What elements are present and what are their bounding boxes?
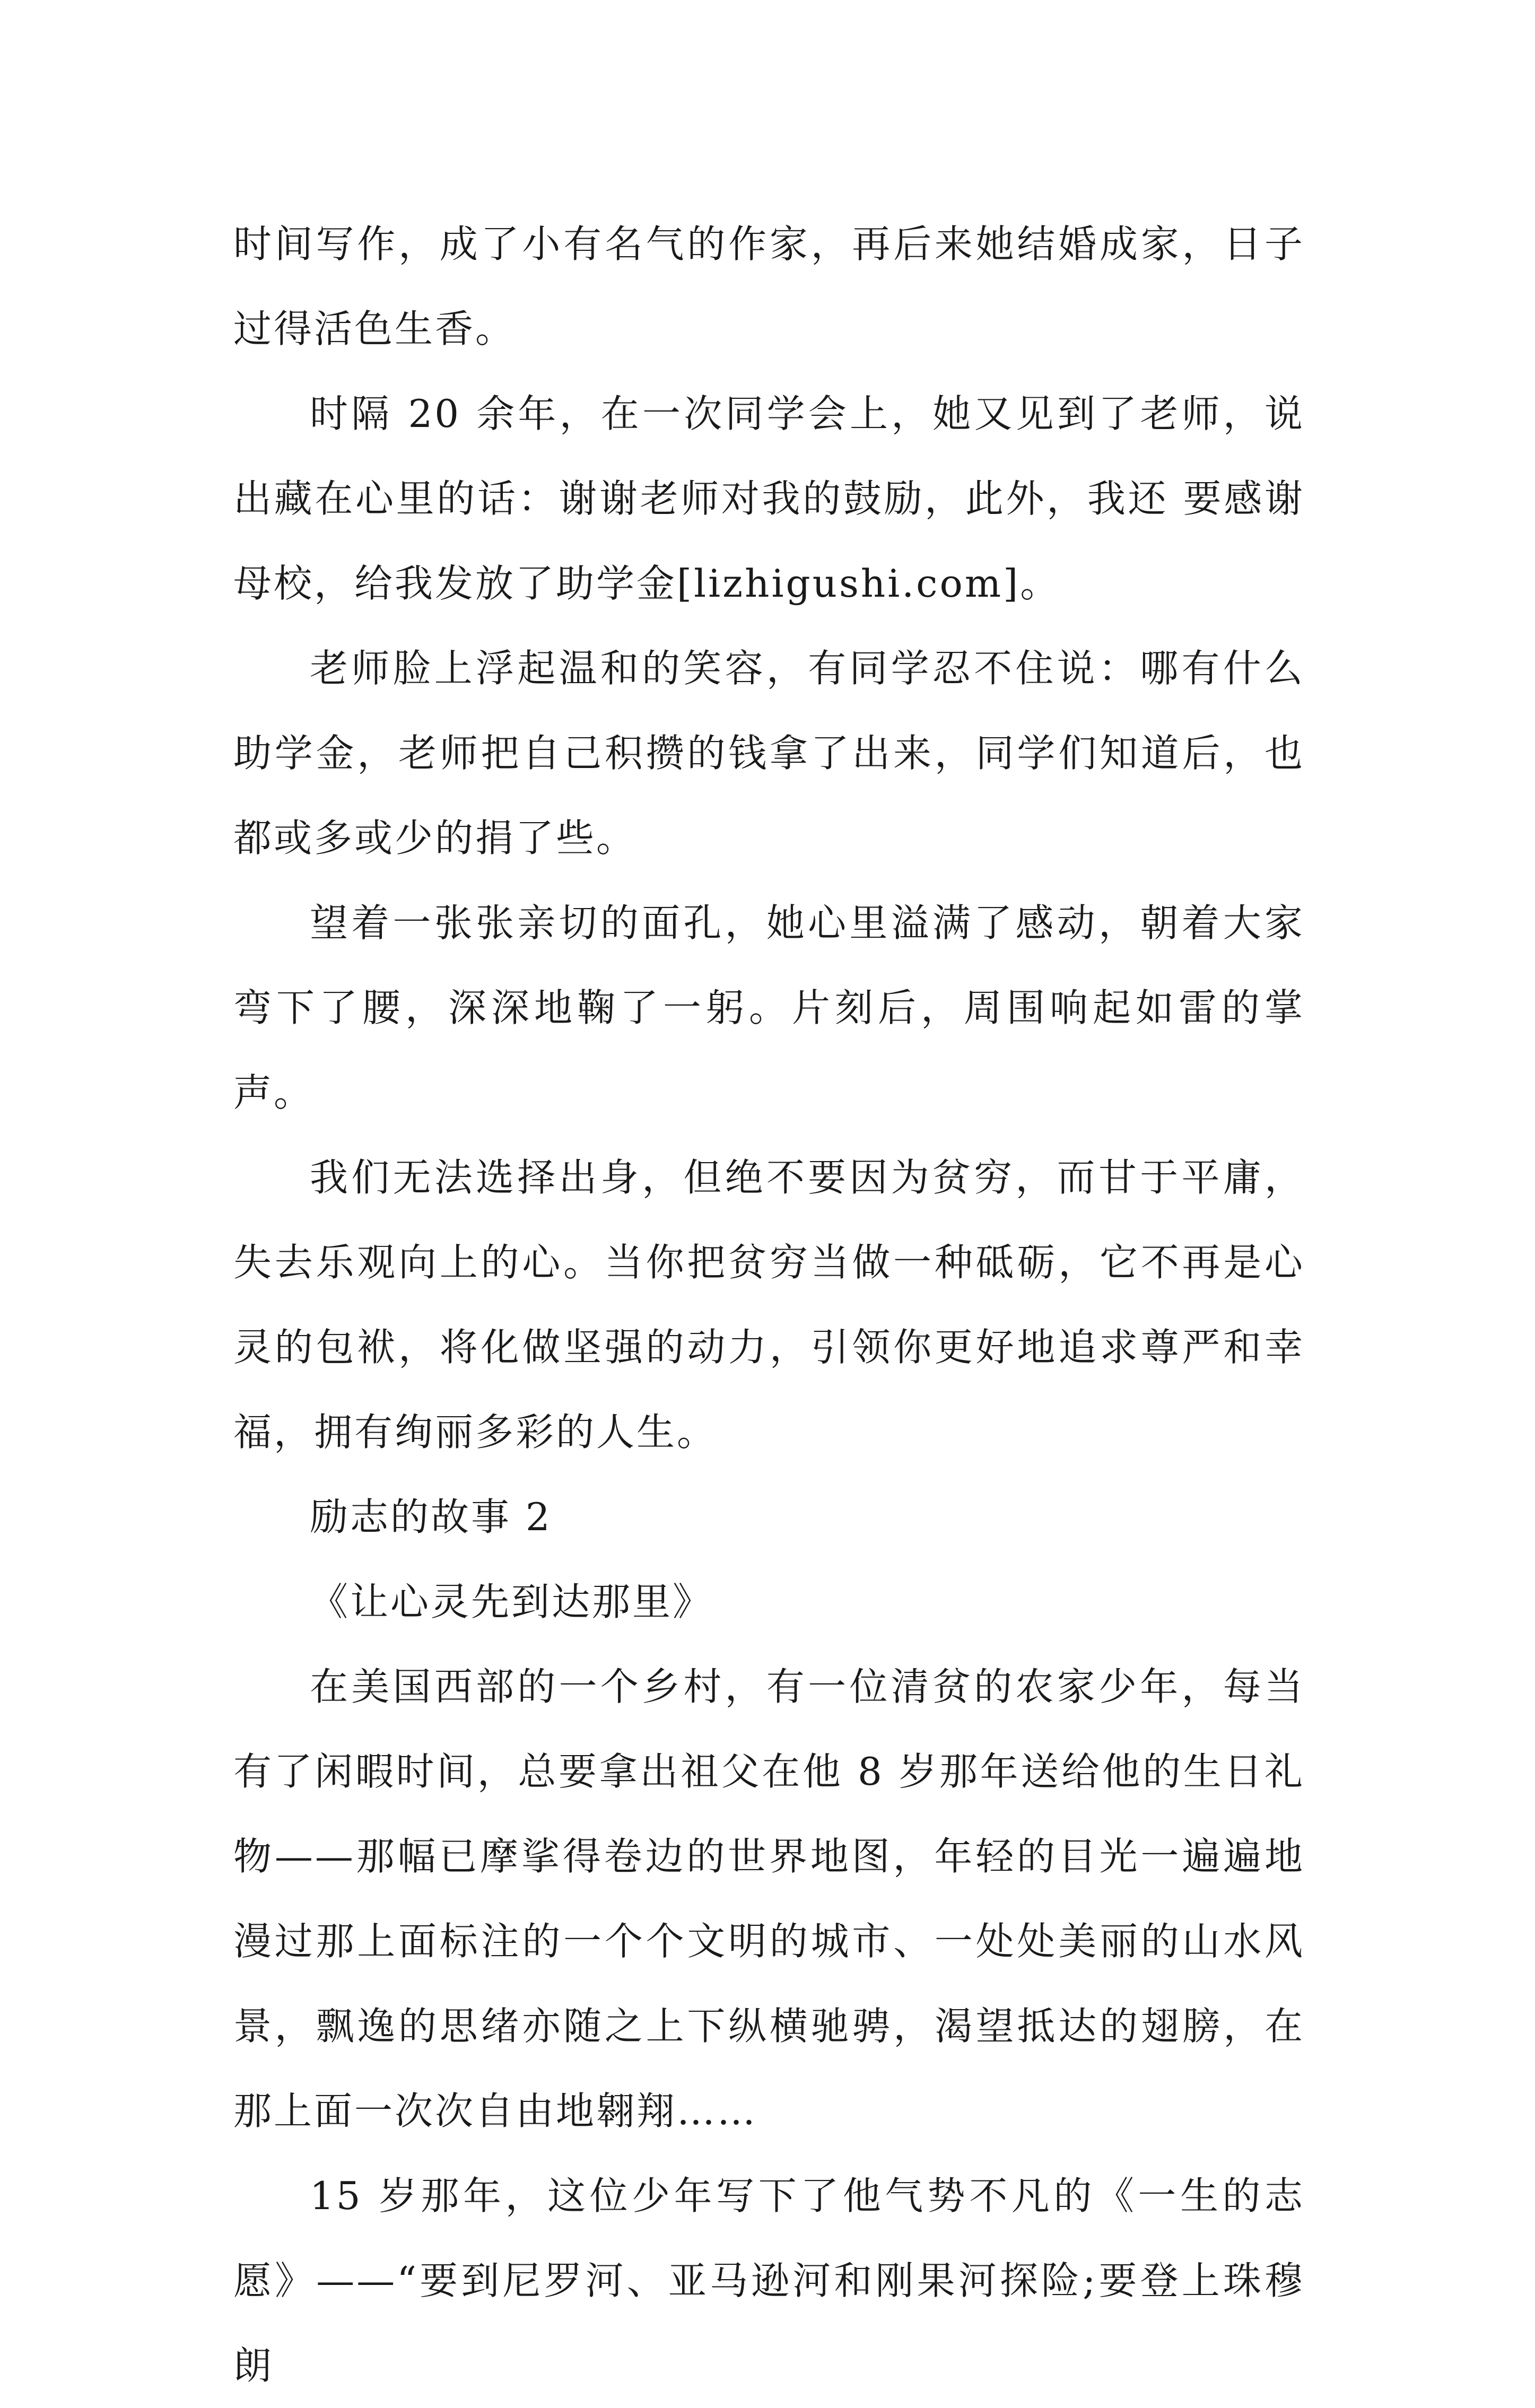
paragraph-2: 时隔 20 余年，在一次同学会上，她又见到了老师，说出藏在心里的话：谢谢老师对我的鼓励，此外，我还 要感谢母校，给我发放了助学金[lizhigushi.com]。 [233, 391, 1305, 606]
paragraph-7: 15 岁那年，这位少年写下了他气势不凡的《一生的志愿》——“要到尼罗河、亚马逊河和刚果河探险;要登上珠穆朗 [233, 2174, 1305, 2388]
document-body [233, 202, 1305, 2408]
paragraph-4: 望着一张张亲切的面孔，她心里溢满了感动，朝着大家弯下了腰，深深地鞠了一躬。片刻后，周围响起如雷的掌声。 [233, 901, 1305, 1115]
paragraph-3: 老师脸上浮起温和的笑容，有同学忍不住说：哪有什么助学金，老师把自己积攒的钱拿了出来，同学们知道后，也都或多或少的捐了些。 [233, 646, 1305, 860]
paragraph-1: 时间写作，成了小有名气的作家，再后来她结婚成家，日子过得活色生香。 [233, 222, 1305, 351]
section-heading: 励志的故事 2 [310, 1495, 552, 1539]
paragraph-6: 在美国西部的一个乡村，有一位清贫的农家少年，每当有了闲暇时间，总要拿出祖父在他 8 岁那年送给他的生日礼物——那幅已摩挲得卷边的世界地图，年轻的目光一遍遍地漫过那上面标注的一个个文明的城市、一处处美丽的山水风景，飘逸的思绪亦随之上下纵横驰骋，渴望抵达的翅膀，在那上面一次次自由地翱翔…… [233, 1664, 1305, 2133]
paragraph-5: 我们无法选择出身，但绝不要因为贫穷，而甘于平庸，失去乐观向上的心。当你把贫穷当做一种砥砺，它不再是心灵的包袱，将化做坚强的动力，引领你更好地追求尊严和幸福，拥有绚丽多彩的人生。 [233, 1155, 1305, 1454]
story-title: 《让心灵先到达那里》 [310, 1580, 713, 1624]
